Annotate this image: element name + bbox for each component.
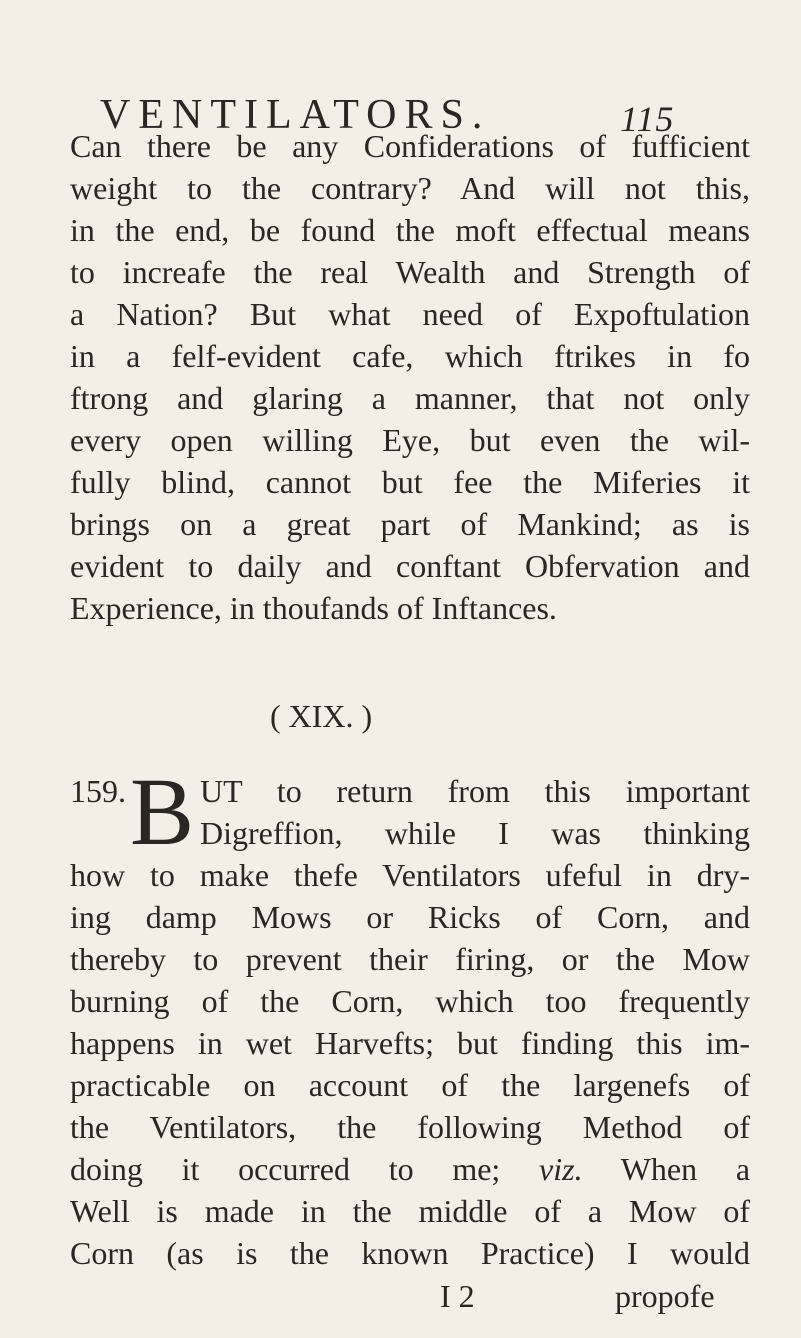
paragraph-2 (70, 758, 751, 1274)
text-line: Digreffion, while I was thinking (200, 815, 750, 851)
text-line: evident to daily and conftant Obfervation and (70, 548, 750, 584)
paragraph-number: 159. (70, 773, 126, 809)
text-line: Experience, in thoufands of Inftances. (70, 590, 557, 626)
page-number: 115 (620, 99, 675, 139)
text-line: Well is made in the middle of a Mow of (70, 1193, 750, 1229)
paragraph-2-second-row (70, 812, 750, 854)
text-line: thereby to prevent their firing, or the Mow (70, 941, 750, 977)
text-line: every open willing Eye, but even the wil- (70, 422, 750, 458)
italic-viz: viz. (539, 1151, 583, 1187)
text-line: UT to return from this important (200, 773, 750, 809)
text-fragment: doing it occurred to me; (70, 1151, 501, 1187)
paragraph-1 (70, 125, 750, 629)
text-line: brings on a great part of Mankind; as is (70, 506, 750, 542)
text-line: in the end, be found the moft effectual means (70, 212, 750, 248)
text-line: the Ventilators, the following Method of (70, 1109, 750, 1145)
text-line: a Nation? But what need of Expoftulation (70, 296, 750, 332)
text-fragment: When a (620, 1151, 751, 1187)
text-line: Can there be any Confiderations of fufficient (70, 128, 750, 164)
text-line: practicable on account of the largenefs of (70, 1067, 750, 1103)
text-line: in a felf-evident cafe, which ftrikes in fo (70, 338, 750, 374)
section-heading: ( XIX. ) (270, 698, 373, 734)
text-line: ing damp Mows or Ricks of Corn, and (70, 899, 750, 935)
text-line-viz (70, 1148, 750, 1190)
text-line: happens in wet Harvefts; but finding this im- (70, 1025, 750, 1061)
text-line: to increafe the real Wealth and Strength of (70, 254, 750, 290)
drop-cap: B (130, 758, 195, 865)
text-line: Corn (as is the known Practice) I would (70, 1235, 750, 1271)
catchword: propofe (615, 1278, 715, 1314)
page-footer (70, 1275, 750, 1317)
signature-mark: I 2 (440, 1278, 475, 1314)
text-line: fully blind, cannot but fee the Miferies it (70, 464, 750, 500)
running-title: VENTILATORS. (100, 92, 491, 138)
text-line: how to make thefe Ventilators ufeful in dry- (70, 857, 750, 893)
text-line: ftrong and glaring a manner, that not only (70, 380, 750, 416)
text-line: weight to the contrary? And will not this, (70, 170, 750, 206)
text-line: burning of the Corn, which too frequently (70, 983, 750, 1019)
